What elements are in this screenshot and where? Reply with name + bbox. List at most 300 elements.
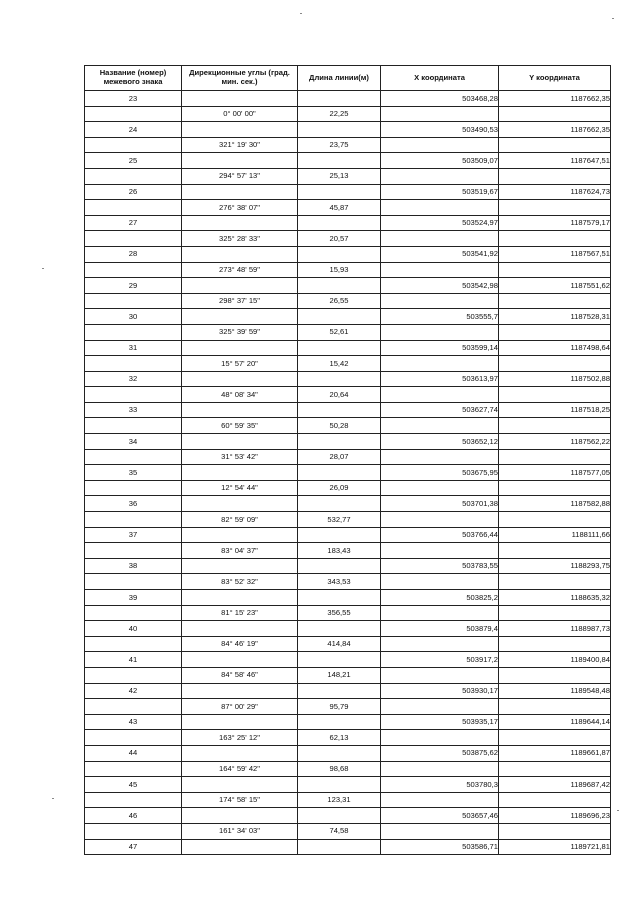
directional-angle: 325° 39' 59" [182,324,298,340]
x-coordinate: 503935,17 [381,714,499,730]
marker-row [85,122,611,138]
empty-cell [182,122,298,138]
marker-row [85,309,611,325]
empty-cell [85,168,182,184]
empty-cell [182,340,298,356]
x-coordinate: 503599,14 [381,340,499,356]
directional-angle: 84° 58' 46" [182,667,298,683]
empty-cell [381,480,499,496]
y-coordinate: 1187579,17 [499,215,611,231]
empty-cell [499,449,611,465]
line-length: 50,28 [298,418,381,434]
empty-cell [85,200,182,216]
y-coordinate: 1189548,48 [499,683,611,699]
scan-speck [300,13,302,14]
y-coordinate: 1189644,14 [499,714,611,730]
y-coordinate: 1187562,22 [499,434,611,450]
segment-row [85,730,611,746]
marker-row [85,808,611,824]
directional-angle: 276° 38' 07" [182,200,298,216]
marker-name: 31 [85,340,182,356]
marker-row [85,278,611,294]
segment-row [85,106,611,122]
empty-cell [381,543,499,559]
line-length: 356,55 [298,605,381,621]
empty-cell [381,449,499,465]
y-coordinate: 1187567,51 [499,246,611,262]
line-length: 15,93 [298,262,381,278]
header-line-length: Длина линии(м) [298,66,381,91]
marker-name: 28 [85,246,182,262]
marker-name: 45 [85,777,182,793]
marker-name: 30 [85,309,182,325]
x-coordinate: 503555,7 [381,309,499,325]
empty-cell [381,387,499,403]
segment-row [85,262,611,278]
x-coordinate: 503542,98 [381,278,499,294]
empty-cell [499,574,611,590]
x-coordinate: 503675,95 [381,465,499,481]
line-length: 26,09 [298,480,381,496]
empty-cell [298,402,381,418]
empty-cell [182,402,298,418]
empty-cell [381,823,499,839]
y-coordinate: 1187502,88 [499,371,611,387]
x-coordinate: 503780,3 [381,777,499,793]
marker-row [85,91,611,107]
marker-row [85,402,611,418]
empty-cell [499,106,611,122]
scan-speck [42,268,44,269]
empty-cell [182,652,298,668]
x-coordinate: 503879,4 [381,621,499,637]
segment-row [85,636,611,652]
x-coordinate: 503701,38 [381,496,499,512]
scan-speck [617,810,619,811]
line-length: 26,55 [298,293,381,309]
empty-cell [381,574,499,590]
empty-cell [182,714,298,730]
scan-speck [612,18,614,19]
empty-cell [499,262,611,278]
empty-cell [298,621,381,637]
empty-cell [298,184,381,200]
empty-cell [182,745,298,761]
marker-name: 27 [85,215,182,231]
empty-cell [298,434,381,450]
line-length: 20,64 [298,387,381,403]
line-length: 532,77 [298,512,381,528]
empty-cell [85,792,182,808]
y-coordinate: 1187582,88 [499,496,611,512]
segment-row [85,480,611,496]
empty-cell [499,293,611,309]
marker-name: 37 [85,527,182,543]
x-coordinate: 503524,97 [381,215,499,231]
directional-angle: 321° 19' 30" [182,137,298,153]
empty-cell [85,324,182,340]
line-length: 95,79 [298,699,381,715]
segment-row [85,356,611,372]
empty-cell [499,730,611,746]
empty-cell [298,808,381,824]
empty-cell [85,823,182,839]
line-length: 343,53 [298,574,381,590]
x-coordinate: 503490,53 [381,122,499,138]
empty-cell [381,636,499,652]
segment-row [85,137,611,153]
marker-name: 40 [85,621,182,637]
empty-cell [298,309,381,325]
x-coordinate: 503652,12 [381,434,499,450]
y-coordinate: 1187662,35 [499,91,611,107]
empty-cell [298,558,381,574]
empty-cell [182,465,298,481]
x-coordinate: 503627,74 [381,402,499,418]
empty-cell [499,823,611,839]
marker-name: 38 [85,558,182,574]
marker-name: 26 [85,184,182,200]
y-coordinate: 1187662,35 [499,122,611,138]
empty-cell [499,387,611,403]
empty-cell [298,215,381,231]
segment-row [85,293,611,309]
directional-angle: 82° 59' 09" [182,512,298,528]
empty-cell [182,590,298,606]
line-length: 148,21 [298,667,381,683]
empty-cell [85,137,182,153]
empty-cell [499,137,611,153]
segment-row [85,231,611,247]
empty-cell [182,496,298,512]
empty-cell [499,231,611,247]
marker-row [85,527,611,543]
empty-cell [85,449,182,465]
y-coordinate: 1187551,62 [499,278,611,294]
line-length: 20,57 [298,231,381,247]
empty-cell [381,200,499,216]
y-coordinate: 1188987,73 [499,621,611,637]
empty-cell [182,839,298,855]
empty-cell [381,168,499,184]
segment-row [85,823,611,839]
y-coordinate: 1189400,84 [499,652,611,668]
empty-cell [85,106,182,122]
x-coordinate: 503875,62 [381,745,499,761]
line-length: 22,25 [298,106,381,122]
empty-cell [298,246,381,262]
empty-cell [182,309,298,325]
empty-cell [381,137,499,153]
empty-cell [298,496,381,512]
directional-angle: 325° 28' 33" [182,231,298,247]
marker-row [85,839,611,855]
line-length: 23,75 [298,137,381,153]
empty-cell [298,527,381,543]
directional-angle: 164° 59' 42" [182,761,298,777]
empty-cell [85,387,182,403]
marker-name: 43 [85,714,182,730]
y-coordinate: 1187498,64 [499,340,611,356]
segment-row [85,324,611,340]
empty-cell [499,200,611,216]
marker-name: 36 [85,496,182,512]
directional-angle: 273° 48' 59" [182,262,298,278]
marker-row [85,246,611,262]
empty-cell [381,293,499,309]
empty-cell [499,168,611,184]
empty-cell [298,745,381,761]
empty-cell [182,246,298,262]
empty-cell [85,636,182,652]
marker-row [85,621,611,637]
marker-name: 32 [85,371,182,387]
marker-name: 42 [85,683,182,699]
marker-row [85,153,611,169]
marker-row [85,745,611,761]
y-coordinate: 1188293,75 [499,558,611,574]
empty-cell [85,262,182,278]
empty-cell [182,808,298,824]
empty-cell [499,543,611,559]
empty-cell [499,667,611,683]
segment-row [85,418,611,434]
marker-row [85,777,611,793]
marker-name: 25 [85,153,182,169]
marker-name: 46 [85,808,182,824]
marker-row [85,434,611,450]
empty-cell [381,231,499,247]
x-coordinate: 503468,28 [381,91,499,107]
marker-row [85,371,611,387]
empty-cell [182,621,298,637]
marker-row [85,496,611,512]
x-coordinate: 503930,17 [381,683,499,699]
y-coordinate: 1187624,73 [499,184,611,200]
empty-cell [499,480,611,496]
marker-name: 23 [85,91,182,107]
segment-row [85,667,611,683]
empty-cell [85,574,182,590]
directional-angle: 83° 04' 37" [182,543,298,559]
line-length: 183,43 [298,543,381,559]
empty-cell [298,839,381,855]
directional-angle: 48° 08' 34" [182,387,298,403]
y-coordinate: 1188111,66 [499,527,611,543]
empty-cell [381,730,499,746]
marker-row [85,184,611,200]
x-coordinate: 503519,67 [381,184,499,200]
line-length: 25,13 [298,168,381,184]
empty-cell [499,792,611,808]
empty-cell [298,278,381,294]
empty-cell [85,730,182,746]
marker-name: 44 [85,745,182,761]
directional-angle: 161° 34' 03" [182,823,298,839]
line-length: 123,31 [298,792,381,808]
empty-cell [499,356,611,372]
empty-cell [182,153,298,169]
directional-angle: 60° 59' 35" [182,418,298,434]
y-coordinate: 1187647,51 [499,153,611,169]
y-coordinate: 1189687,42 [499,777,611,793]
marker-row [85,215,611,231]
directional-angle: 12° 54' 44" [182,480,298,496]
table-body [85,91,611,855]
empty-cell [298,683,381,699]
header-y-coordinate: Y координата [499,66,611,91]
empty-cell [182,184,298,200]
x-coordinate: 503509,07 [381,153,499,169]
empty-cell [85,512,182,528]
marker-row [85,683,611,699]
directional-angle: 0° 00' 00" [182,106,298,122]
empty-cell [381,324,499,340]
empty-cell [85,480,182,496]
empty-cell [381,106,499,122]
empty-cell [381,512,499,528]
directional-angle: 31° 53' 42" [182,449,298,465]
empty-cell [298,122,381,138]
segment-row [85,168,611,184]
y-coordinate: 1187528,31 [499,309,611,325]
x-coordinate: 503657,46 [381,808,499,824]
segment-row [85,387,611,403]
directional-angle: 294° 57' 13" [182,168,298,184]
marker-row [85,590,611,606]
marker-name: 39 [85,590,182,606]
marker-name: 41 [85,652,182,668]
x-coordinate: 503783,55 [381,558,499,574]
empty-cell [182,683,298,699]
segment-row [85,761,611,777]
empty-cell [298,714,381,730]
header-row [85,66,611,91]
empty-cell [85,605,182,621]
x-coordinate: 503541,92 [381,246,499,262]
segment-row [85,605,611,621]
segment-row [85,449,611,465]
empty-cell [298,340,381,356]
directional-angle: 15° 57' 20" [182,356,298,372]
empty-cell [381,792,499,808]
empty-cell [182,215,298,231]
empty-cell [182,558,298,574]
marker-row [85,465,611,481]
directional-angle: 83° 52' 32" [182,574,298,590]
directional-angle: 298° 37' 15" [182,293,298,309]
segment-row [85,200,611,216]
line-length: 74,58 [298,823,381,839]
segment-row [85,543,611,559]
empty-cell [182,434,298,450]
marker-row [85,714,611,730]
boundary-markers-table [84,65,611,855]
directional-angle: 163° 25' 12" [182,730,298,746]
marker-row [85,652,611,668]
empty-cell [85,761,182,777]
empty-cell [85,356,182,372]
empty-cell [182,371,298,387]
directional-angle: 84° 46' 19" [182,636,298,652]
y-coordinate: 1189661,87 [499,745,611,761]
empty-cell [298,652,381,668]
directional-angle: 87° 00' 29" [182,699,298,715]
y-coordinate: 1187518,25 [499,402,611,418]
segment-row [85,792,611,808]
x-coordinate: 503825,2 [381,590,499,606]
empty-cell [298,153,381,169]
line-length: 52,61 [298,324,381,340]
empty-cell [499,324,611,340]
y-coordinate: 1189721,81 [499,839,611,855]
empty-cell [499,418,611,434]
empty-cell [182,278,298,294]
line-length: 45,87 [298,200,381,216]
empty-cell [85,699,182,715]
empty-cell [298,590,381,606]
empty-cell [298,465,381,481]
line-length: 62,13 [298,730,381,746]
x-coordinate: 503613,97 [381,371,499,387]
line-length: 414,84 [298,636,381,652]
empty-cell [85,667,182,683]
y-coordinate: 1187577,05 [499,465,611,481]
empty-cell [381,605,499,621]
empty-cell [85,418,182,434]
marker-name: 35 [85,465,182,481]
marker-row [85,340,611,356]
empty-cell [182,91,298,107]
marker-name: 33 [85,402,182,418]
empty-cell [381,667,499,683]
empty-cell [298,91,381,107]
empty-cell [182,777,298,793]
marker-name: 29 [85,278,182,294]
x-coordinate: 503586,71 [381,839,499,855]
empty-cell [499,512,611,528]
marker-name: 47 [85,839,182,855]
empty-cell [499,605,611,621]
marker-name: 24 [85,122,182,138]
segment-row [85,512,611,528]
empty-cell [182,527,298,543]
empty-cell [298,777,381,793]
line-length: 28,07 [298,449,381,465]
header-marker-name: Название (номер) межевого знака [85,66,182,91]
line-length: 15,42 [298,356,381,372]
scan-speck [52,798,54,799]
directional-angle: 81° 15' 23" [182,605,298,621]
marker-name: 34 [85,434,182,450]
segment-row [85,574,611,590]
empty-cell [499,761,611,777]
y-coordinate: 1188635,32 [499,590,611,606]
segment-row [85,699,611,715]
empty-cell [381,418,499,434]
empty-cell [298,371,381,387]
empty-cell [85,231,182,247]
directional-angle: 174° 58' 15" [182,792,298,808]
x-coordinate: 503766,44 [381,527,499,543]
empty-cell [85,293,182,309]
empty-cell [381,699,499,715]
marker-row [85,558,611,574]
empty-cell [381,356,499,372]
y-coordinate: 1189696,23 [499,808,611,824]
x-coordinate: 503917,2 [381,652,499,668]
line-length: 98,68 [298,761,381,777]
